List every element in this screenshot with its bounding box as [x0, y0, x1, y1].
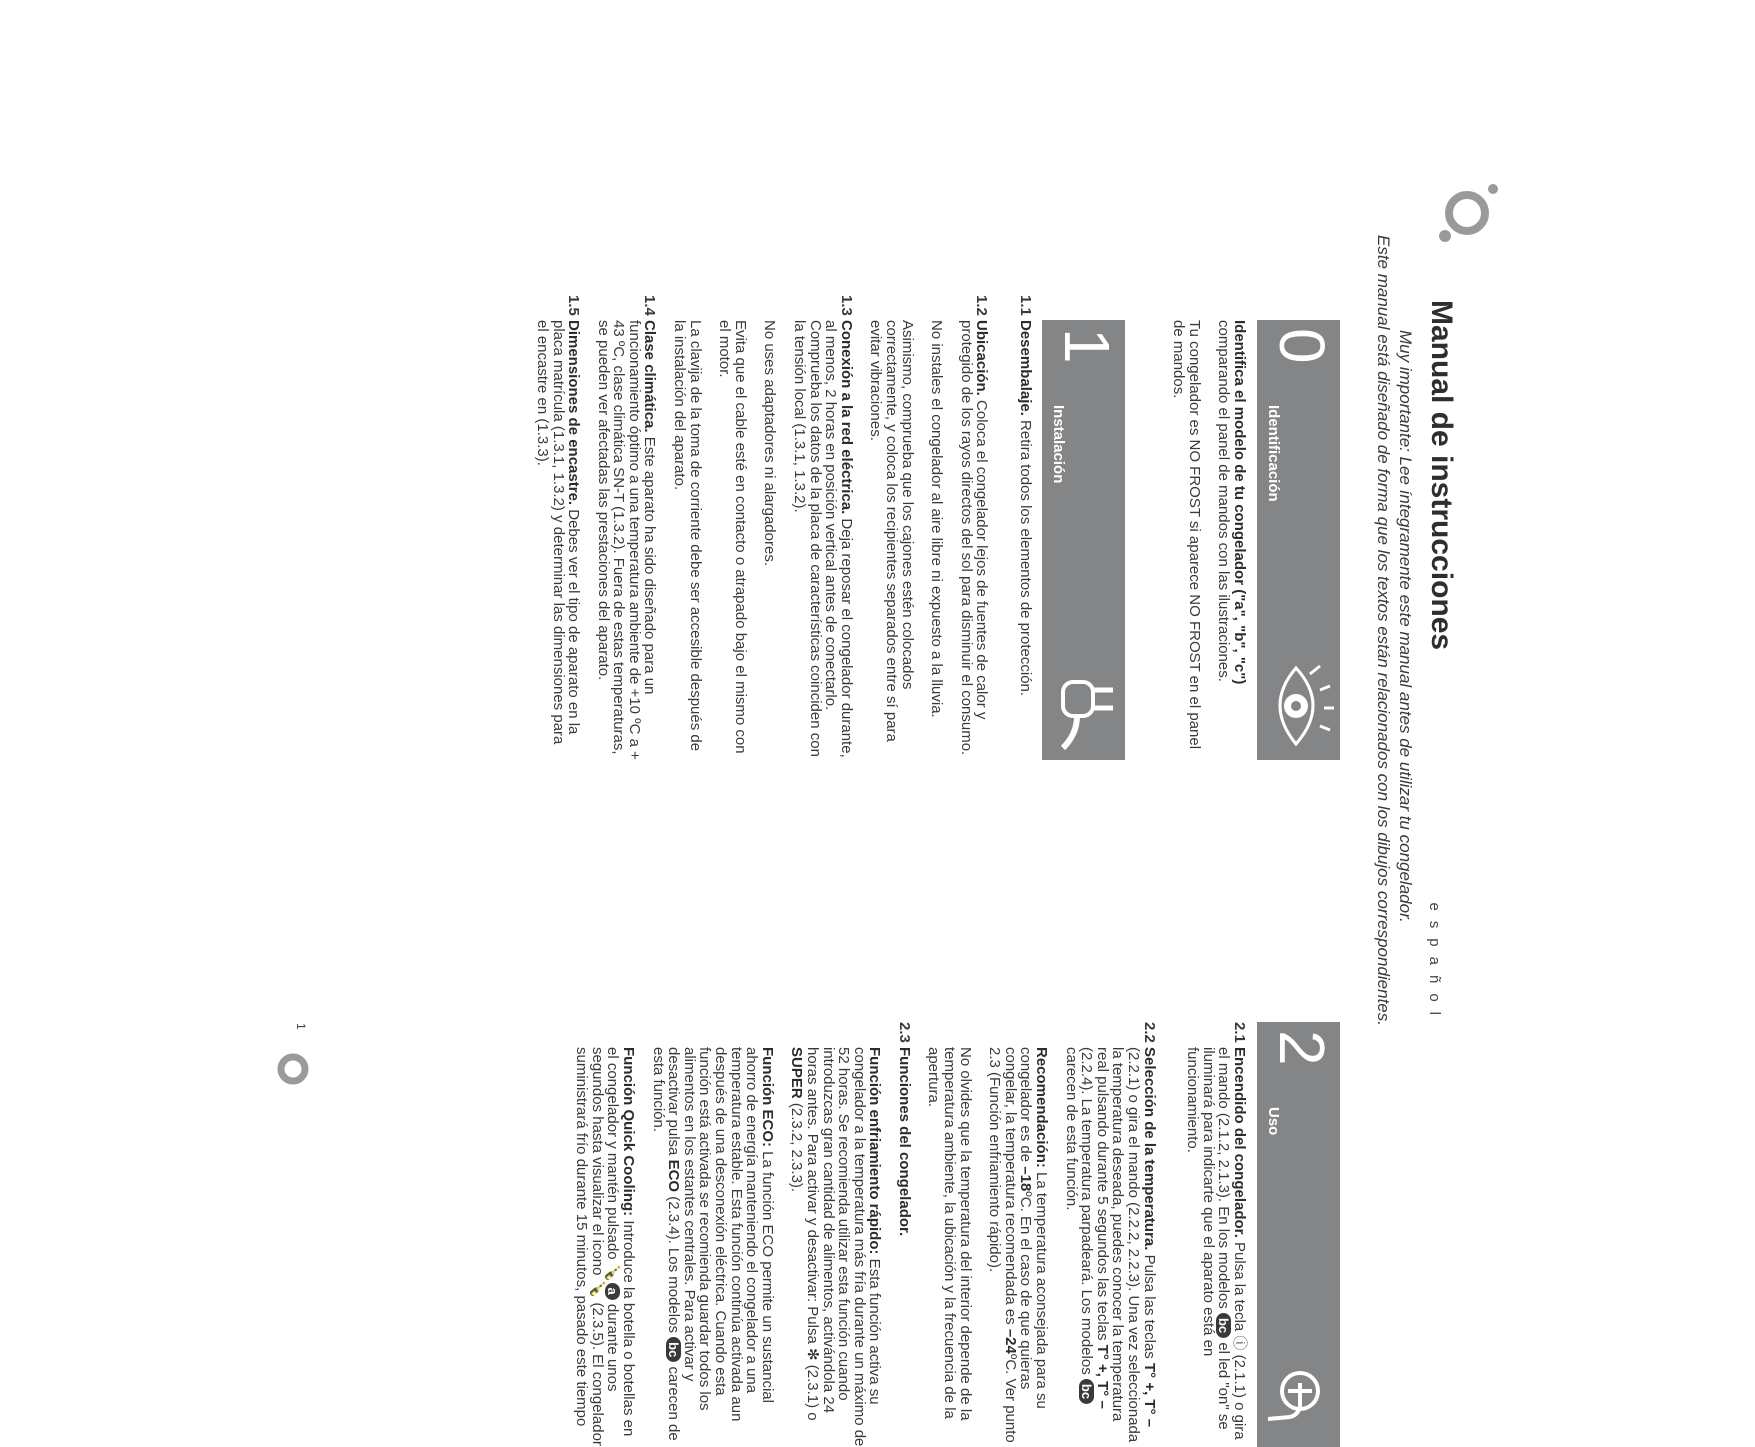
item-2-2: 2.2 Selección de la temperatura. Pulsa las teclas T° +, T° – (2.2.1) o gira el mando (2.2.2, 2.2.3). Una vez seleccionada la temperatura deseada, puedes conocer la temperatura real pulsando durante 5 segundos las teclas T° +, T° – (2.2.4). La temperatura parpadeará. Los modelos bc carecen de esta función. Recomendación: La temperatura aconsejada para su congelador es de –18ºC. En el caso de que quieras congelar, la temperatura recomendada es –24ºC. Ver punto 2.3 (Función enfriamiento rápido). No olvides que la temperatura del interior depende de la temperatura ambiente, la ubicación y la frecuencia de la apertura.	[925, 1022, 1158, 1443]
language-label: español	[1426, 902, 1443, 1025]
intro-note: Este manual está diseñado de forma que los textos están relacionados con los dibujos correspondientes.	[1374, 235, 1393, 1026]
model-badge: a	[605, 1283, 620, 1300]
bottle-icon: 🍾	[588, 1279, 606, 1299]
section-band-identificacion	[1257, 320, 1340, 760]
section-number: 0	[1266, 328, 1338, 364]
section-band-uso	[1257, 1022, 1340, 1447]
section-band-instalacion	[1042, 320, 1125, 760]
plug-icon	[1047, 660, 1119, 750]
item-1-5: 1.5 Dimensiones de encastre. Debes ver el tipo de aparato en la placa matrícula (1.3.1, 1.3.2) y determinar las dimensiones para el encastre en (1.3.3).	[533, 295, 583, 745]
identificacion-nofrost-note: Tu congelador es NO FROST si aparece NO FROST en el panel de mandos.	[1170, 320, 1203, 750]
section-label: Instalación	[1050, 405, 1067, 484]
section-number: 2	[1266, 1030, 1338, 1066]
section-label: Identificación	[1265, 405, 1282, 502]
brand-logo-icon	[1437, 183, 1499, 245]
identificacion-paragraph: Identifica el modelo de tu congelador ("a", "b", "c") comparando el panel de mandos con las ilustraciones.	[1215, 320, 1248, 685]
model-badge: bc	[1216, 1313, 1231, 1338]
item-2-1: 2.1 Encendido del congelador. Pulsa la tecla ⓘ (2.1.1) o gira el mando (2.1.2, 2.1.3). En los modelos bc el led "on" se iluminará para indicarte que el aparato está en funcionamiento.	[1184, 1022, 1248, 1440]
model-badge: bc	[1079, 1379, 1094, 1404]
section-label: Uso	[1265, 1107, 1282, 1136]
model-badge: bc	[666, 1337, 681, 1362]
item-1-3: 1.3 Conexión a la red eléctrica. Deja reposar el congelador durante, al menos, 2 horas en posición vertical antes de conectarlo. Comprueba los datos de la placa de características coinciden con la tensión local (1.3.1, 1.3.2). No uses adaptadores ni alargadores. Evita que el cable esté en contacto o atrapado bajo el mismo con el motor. La clavija de la toma de corriente debe ser accesible después de la instalación del aparato.	[671, 295, 855, 758]
item-1-2: 1.2 Ubicación. Coloca el congelador lejos de fuentes de calor y protegido de los rayos directos del sol para disminuir el consumo. No instales el congelador al aire libre ni expuesto a la lluvia. Asimismo, comprueba que los cajones estén colocados correctamente, y coloca los recipientes separados entre sí para evitar vibraciones.	[867, 295, 991, 756]
item-1-1: 1.1 Desembalaje. Retira todos los elementos de protección.	[1017, 295, 1034, 697]
instalacion-column	[520, 295, 1033, 760]
eye-icon	[1262, 660, 1334, 750]
finger-press-icon	[1262, 1347, 1334, 1442]
page-title: Manual de instrucciones	[1425, 300, 1458, 651]
identificacion-column	[1157, 320, 1247, 760]
page-number: 1	[294, 1023, 308, 1030]
item-1-4: 1.4 Clase climática. Este aparato ha sido diseñado para un funcionamiento óptimo a una temperatura ambiente de +10 ºC a + 43 ºC, clase climática SN-T (1.3.2). Fuera de estas temperaturas, se pueden ver afectadas las prestaciones del aparato.	[594, 295, 659, 760]
bottle-icon: 🍾	[604, 1263, 622, 1283]
brand-logo-small-icon	[274, 1050, 312, 1088]
intro-warning: Muy importante: Lee íntegramente este manual antes de utilizar tu congelador.	[1396, 330, 1415, 923]
uso-column	[560, 1022, 1247, 1447]
section-number: 1	[1051, 328, 1123, 364]
snowflake-icon: ✻	[803, 1347, 821, 1361]
item-2-3: 2.3 Funciones del congelador. Función enfriamiento rápido: Esta función activa su congelador a la temperatura más fría durante un máximo de 52 horas. Se recomienda utilizar esta función cuando introduzcas gran cantidad de alimentos, activándola 24 horas antes. Para activar y desactivar: Pulsa ✻ (2.3.1) o SUPER (2.3.2, 2.3.3). Función ECO: La función ECO permite un sustancial ahorro de energía manteniendo el congelador a una temperatura estable. Esta función continúa activada aun después de una desconexión eléctrica. Cuando esta función está activada se recomienda guardar todos los alimentos en los estantes centrales. Para activar y desactivar pulsa ECO (2.3.4). Los modelos bc carecen de esta función. Función Quick Cooling: Introduce la botella o botellas en el congelador y mantén pulsado 🍾a durante unos segundos hasta visualizar el icono 🍾 (2.3.5). El congelador suministrará frío durante 15 minutos, pasado este tiempo	[573, 1022, 913, 1447]
